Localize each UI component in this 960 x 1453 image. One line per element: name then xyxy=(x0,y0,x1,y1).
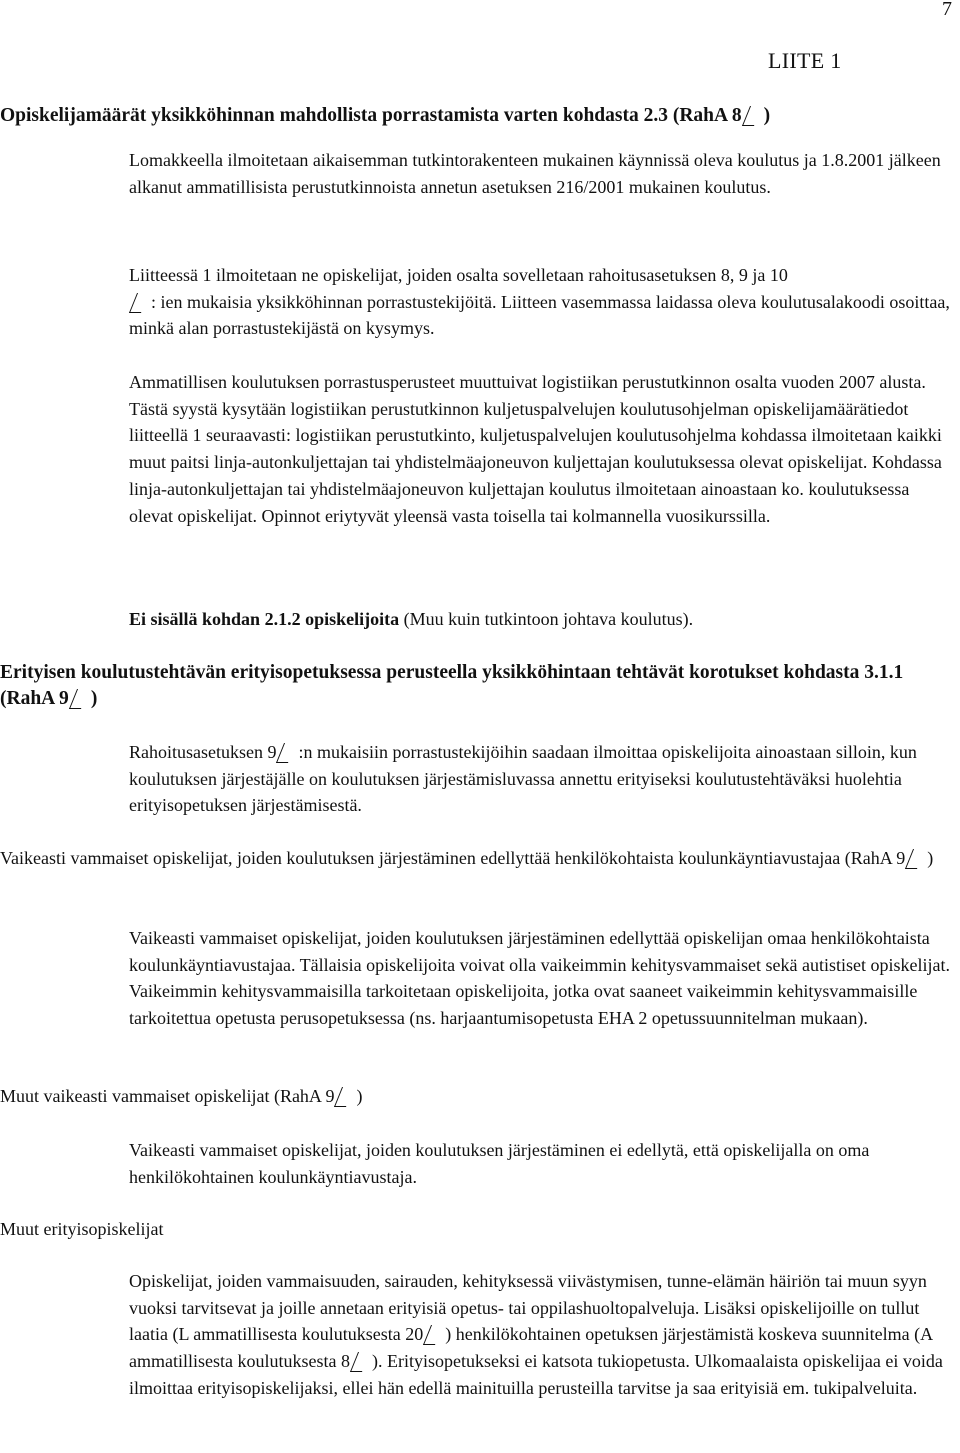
heading-text-end: ) xyxy=(90,688,98,709)
paragraph-severely-disabled: Vaikeasti vammaiset opiskelijat, joiden koulutuksen järjestäminen edellyttää opiskelijan omaa henkilökohtaista koulunkäyntiavustajaa. Tällaisia opiskelijoita voivat olla vaikeimmin kehitysvammaiset sekä autistiset opiskelijat. Vaikeimmin kehitysvammaisilla tarkoitetaan opiskelijoita, jotka ovat saaneet vaikeimmin kehitysvammaisille tarkoitettua opetusta perusopetuksessa (ns. harjaantumisopetusta EHA 2 opetussuunnitelman mukaan). xyxy=(129,928,950,1029)
section-sign-icon xyxy=(334,1087,354,1107)
section-sign-icon xyxy=(423,1325,443,1345)
paragraph-form-scope: Lomakkeella ilmoitetaan aikaisemman tutkintorakenteen mukainen käynnissä oleva koulutus ja 1.8.2001 jälkeen alkanut ammatillisista perustutkinnoista annetun asetuksen 216/2001 mukainen koulutus. xyxy=(129,150,941,197)
paragraph-text: :n mukaisiin porrastustekijöihin saadaan ilmoittaa opiskelijoita ainoastaan silloin, kun koulutuksen järjestäjälle on koulutuksen järjestämisluvassa annettu erityiseksi koulutustehtäväksi huolehtia erityisopetuksen järjestämisestä. xyxy=(129,742,917,816)
paragraph-text: ). Erityisopetukseksi ei katsota tukiopetusta. Ulkomaalaista opiskelijaa ei voida ilmoittaa erityisopiskelijaksi, ellei hän edellä mainituilla perusteilla tarvitse ja saa erityisiä em. tukipalveluita. xyxy=(129,1351,943,1398)
paragraph-special-task xyxy=(129,739,951,819)
section-sign-icon xyxy=(69,689,89,709)
subheading-text-end: ) xyxy=(356,1086,363,1106)
appendix-label: LIITE 1 xyxy=(768,48,842,73)
section-sign-icon xyxy=(276,743,296,763)
subheading-other-severely-disabled xyxy=(0,1083,940,1110)
subheading-severely-disabled-assistant xyxy=(0,845,940,872)
section-heading-student-counts xyxy=(0,103,950,129)
heading-text-end: ) xyxy=(763,105,771,126)
heading-text: Opiskelijamäärät yksikköhinnan mahdollista porrastamista varten kohdasta 2.3 (RahA 8 xyxy=(0,105,742,126)
page-number: 7 xyxy=(942,0,952,20)
paragraph-exclusion xyxy=(129,606,951,633)
paragraph-logistics: Ammatillisen koulutuksen porrastusperusteet muuttuivat logistiikan perustutkinnon osalta vuoden 2007 alusta. Tästä syystä kysytään logistiikan perustutkinnon kuljetuspalvelujen koulutusohjelman opiskelijamäärätiedot liitteellä 1 seuraavasti: logistiikan perustutkinto, kuljetuspalvelujen koulutusohjelma kohdassa ilmoitetaan kaikki muut paitsi linja-autonkuljettajan tai yhdistelmäajoneuvon kuljettajan koulutuksessa olevat opiskelijat. Kohdassa linja-autonkuljettajan tai yhdistelmäajoneuvon kuljettajan koulutus ilmoitetaan ainoastaan ko. koulutuksessa olevat opiskelijat. Opinnot eriytyvät yleensä vasta toisella tai kolmannella vuosikurssilla. xyxy=(129,372,942,526)
paragraph-text: : ien mukaisia yksikköhinnan porrastustekijöitä. Liitteen vasemmassa laidassa oleva koulutusalakoodi osoittaa, minkä alan porrastustekijästä on kysymys. xyxy=(129,291,950,339)
subheading-text: Muut vaikeasti vammaiset opiskelijat (RahA 9 xyxy=(0,1086,335,1106)
paragraph-other-special-students xyxy=(129,1268,951,1402)
exclusion-text: (Muu kuin tutkintoon johtava koulutus). xyxy=(399,609,694,629)
section-heading-special-education xyxy=(0,660,950,712)
section-sign-icon xyxy=(742,106,762,126)
paragraph-text: ) henkilökohtainen opetuksen järjestämistä koskeva suunnitelma (A ammatillisesta koulutuksesta 8 xyxy=(129,1324,933,1372)
subheading-text-end: ) xyxy=(927,848,934,868)
section-sign-icon xyxy=(129,293,149,313)
subheading-text: Vaikeasti vammaiset opiskelijat, joiden koulutuksen järjestäminen edellyttää henkilökohtaista koulunkäyntiavustajaa (RahA 9 xyxy=(0,848,906,868)
exclusion-bold-text: Ei sisällä kohdan 2.1.2 opiskelijoita xyxy=(129,609,400,629)
paragraph-other-severely-disabled: Vaikeasti vammaiset opiskelijat, joiden koulutuksen järjestäminen ei edellytä, että opiskelijalla on oma henkilökohtainen koulunkäyntiavustaja. xyxy=(129,1140,870,1187)
section-sign-icon xyxy=(905,849,925,869)
paragraph-text: Liitteessä 1 ilmoitetaan ne opiskelijat, joiden osalta sovelletaan rahoitusasetuksen 8, 9 ja 10 xyxy=(129,265,788,285)
subheading-other-special-students: Muut erityisopiskelijat xyxy=(0,1219,164,1239)
section-sign-icon xyxy=(350,1352,370,1372)
heading-text: Erityisen koulutustehtävän erityisopetuksessa perusteella yksikköhintaan tehtävät korotukset kohdasta 3.1.1 (RahA 9 xyxy=(0,662,904,709)
paragraph-text: Opiskelijat, joiden vammaisuuden, sairauden, kehityksessä viivästymisen, tunne-elämän häiriön tai muun syyn vuoksi tarvitsevat ja joille annetaan erityisiä opetus- tai oppilashuoltopalveluja. Lisäksi opiskelijoille on tullut laatia (L ammatillisesta koulutuksesta 20 xyxy=(129,1271,927,1345)
paragraph-text: Rahoitusasetuksen 9 xyxy=(129,742,277,762)
paragraph-appendix-factors xyxy=(129,262,951,342)
